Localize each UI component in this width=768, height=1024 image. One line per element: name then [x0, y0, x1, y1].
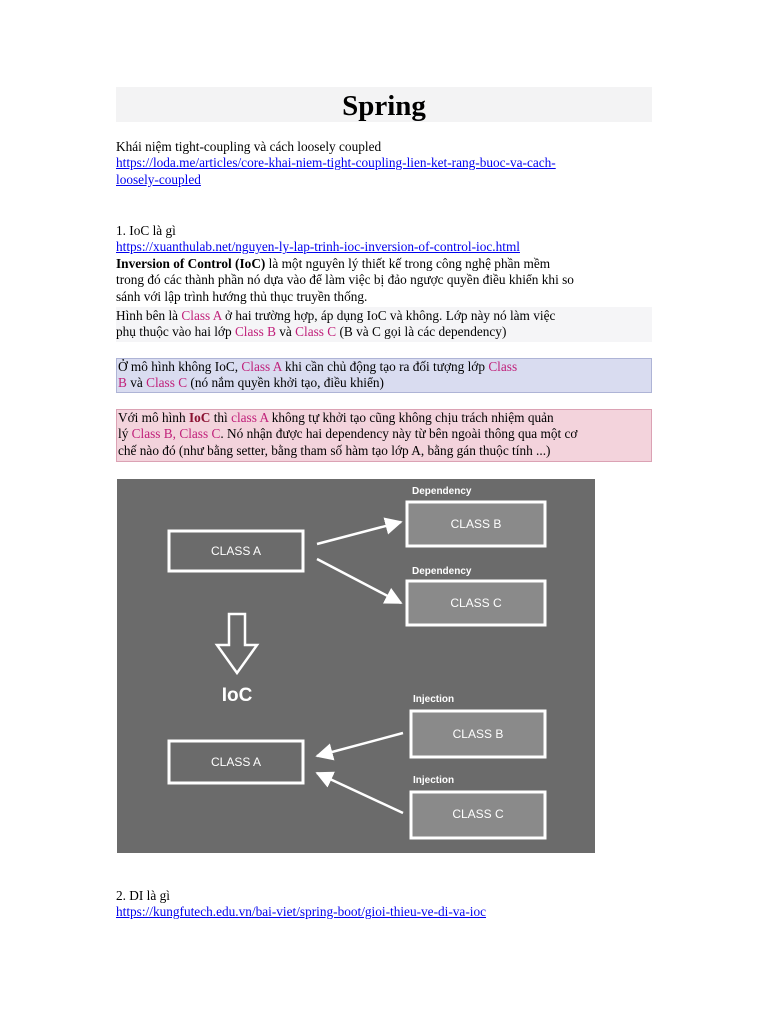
dependency-label-2: Dependency	[412, 566, 472, 577]
top-class-c-label: CLASS C	[450, 596, 502, 610]
dependency-label-1: Dependency	[412, 486, 472, 497]
title-bar	[116, 87, 652, 122]
intro-text: Khái niệm tight-coupling và cách loosely coupled	[116, 139, 382, 154]
ioc-definition: Inversion of Control (IoC) là một nguyên lý thiết kế trong công nghệ phần mềm trong đó các thành phần nó dựa vào để làm việc bị đảo ngược quyền điều khiển khi so sánh với lập trình hướng thủ thục truyền thống.	[116, 255, 574, 304]
injection-label-2: Injection	[413, 775, 455, 786]
section-ioc	[116, 223, 652, 305]
top-class-a-label: CLASS A	[210, 544, 262, 558]
arrow-a-to-b	[317, 522, 401, 544]
bottom-class-b-label: CLASS B	[452, 727, 504, 741]
down-arrow-icon	[217, 614, 257, 673]
page-title: Spring	[342, 90, 426, 122]
paragraph-with-ioc: Với mô hình IoC thì class A không tự khởi tạo cũng không chịu trách nhiệm quản lý Class B, Class C. Nó nhận được hai dependency này từ bên ngoài thông qua một cơ chế nào đó (như bằng setter, bằng tham số hàm tạo lớp A, bằng gán thuộc tính ...)	[116, 409, 652, 462]
bottom-class-c-label: CLASS C	[452, 807, 504, 821]
ioc-diagram	[117, 479, 595, 853]
section-1-heading: 1. IoC là gì	[116, 223, 176, 238]
di-link[interactable]: https://kungfutech.edu.vn/bai-viet/spring-boot/gioi-thieu-ve-di-va-ioc	[116, 904, 487, 920]
arrow-a-to-c	[317, 559, 401, 603]
ioc-link[interactable]: https://xuanthulab.net/nguyen-ly-lap-trinh-ioc-inversion-of-control-ioc.html	[116, 239, 520, 255]
ioc-label: IoC	[221, 685, 253, 706]
section-2-heading: 2. DI là gì	[116, 888, 170, 903]
injection-label-1: Injection	[413, 694, 455, 705]
arrow-c-to-a	[317, 773, 403, 813]
bottom-class-a-label: CLASS A	[210, 755, 262, 769]
top-class-b-label: CLASS B	[450, 517, 502, 531]
arrow-b-to-a	[317, 733, 403, 756]
intro-link[interactable]: https://loda.me/articles/core-khai-niem-tight-coupling-lien-ket-rang-buoc-va-cach- loosely-coupled	[116, 155, 556, 187]
paragraph-no-ioc: Ở mô hình không IoC, Class A khi cần chủ động tạo ra đối tượng lớp Class B và Class C (nó nắm quyền khởi tạo, điều khiển)	[116, 358, 652, 393]
paragraph-class-a: Hình bên là Class A ở hai trường hợp, áp dụng IoC và không. Lớp này nó làm việc phụ thuộc vào hai lớp Class B và Class C (B và C gọi là các dependency)	[116, 307, 652, 342]
section-di	[116, 888, 652, 921]
intro-block	[116, 139, 652, 188]
